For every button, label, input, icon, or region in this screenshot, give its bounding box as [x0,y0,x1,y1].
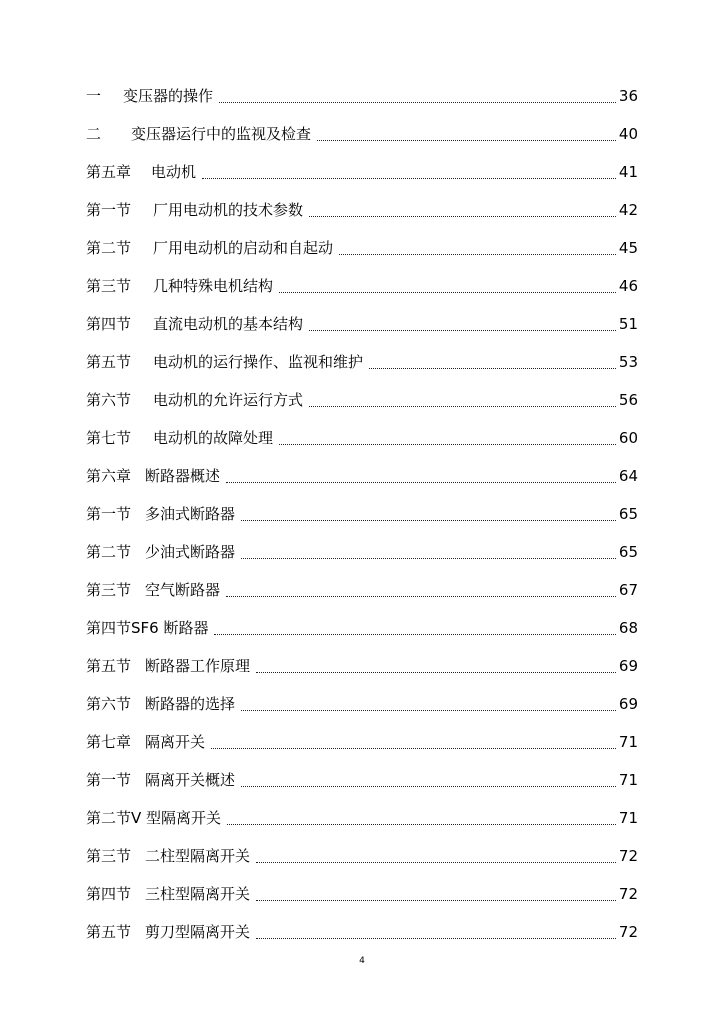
dot-leader [309,386,616,407]
toc-entry-label [86,618,208,638]
toc-entry-prefix: 第二节 [86,809,132,827]
dot-leader [241,538,616,559]
toc-entry[interactable] [86,614,638,638]
dot-leader [309,196,616,217]
toc-entry[interactable] [86,82,638,106]
dot-leader [241,766,616,787]
dot-leader [202,158,616,179]
toc-entry-page: 72 [618,847,638,865]
toc-entry-page: 69 [618,695,638,713]
toc-entry-page: 68 [618,619,638,637]
page-number: 4 [359,956,365,966]
toc-entry-page: 71 [618,733,638,751]
toc-entry-prefix: 第二节 [86,239,132,257]
toc-entry-prefix: 第一节 [86,771,132,789]
toc-entry-prefix: 第六节 [86,695,132,713]
toc-entry-page: 71 [618,809,638,827]
toc-entry-page: 69 [618,657,638,675]
toc-entry-label [86,390,303,410]
toc-entry[interactable] [86,652,638,676]
toc-entry-title: 断路器概述 [145,467,221,485]
toc-entry-prefix: 第四节 [86,619,132,637]
toc-entry-title: 空气断路器 [145,581,221,599]
dot-leader [226,576,616,597]
toc-entry-label [86,162,196,182]
dot-leader [369,348,616,369]
toc-entry[interactable] [86,386,638,410]
toc-entry[interactable] [86,766,638,790]
toc-entry-page: 36 [618,87,638,105]
toc-entry-title: 厂用电动机的技术参数 [153,201,304,219]
toc-entry-prefix: 第二节 [86,543,132,561]
toc-entry-title: 电动机 [151,163,197,181]
toc-entry[interactable] [86,120,638,144]
toc-entry-label [86,238,333,258]
toc-entry-prefix: 第六节 [86,391,132,409]
toc-entry[interactable] [86,272,638,296]
toc-entry-label [86,276,273,296]
toc-entry-prefix: 第三节 [86,277,132,295]
toc-entry-label [86,580,220,600]
toc-entry-prefix: 第三节 [86,847,132,865]
toc-entry-page: 51 [618,315,638,333]
toc-entry[interactable] [86,690,638,714]
toc-entry-prefix: 第五节 [86,923,132,941]
toc-entry-label [86,124,311,144]
dot-leader [256,842,616,863]
toc-entry[interactable] [86,462,638,486]
dot-leader [279,272,616,293]
toc-entry-title: 隔离开关 [145,733,206,751]
toc-entry[interactable] [86,348,638,372]
dot-leader [219,82,616,103]
dot-leader [256,918,616,939]
toc-entry[interactable] [86,196,638,220]
toc-entry-title: 厂用电动机的启动和自起动 [153,239,334,257]
toc-entry-page: 72 [618,923,638,941]
toc-entry[interactable] [86,500,638,524]
toc-entry-page: 65 [618,505,638,523]
toc-entry-prefix: 一 [86,87,102,105]
toc-entry-label [86,86,213,106]
toc-entry-page: 45 [618,239,638,257]
toc-entry-prefix: 第七节 [86,429,132,447]
toc-entry[interactable] [86,538,638,562]
dot-leader [214,614,615,635]
toc-entry-title: 多油式断路器 [145,505,236,523]
toc-entry-title: 断路器工作原理 [145,657,251,675]
toc-entry-prefix: 第六章 [86,467,132,485]
toc-entry-prefix: 第四节 [86,315,132,333]
toc-entry-page: 72 [618,885,638,903]
toc-entry-label [86,922,250,942]
toc-entry-title: 变压器的操作 [123,87,214,105]
toc-entry-prefix: 第五节 [86,657,132,675]
toc-entry[interactable] [86,234,638,258]
toc-entry[interactable] [86,158,638,182]
toc-entry-page: 60 [618,429,638,447]
dot-leader [279,424,616,445]
toc-entry-title: 少油式断路器 [145,543,236,561]
toc-entry-label [86,314,303,334]
toc-entry-label [86,846,250,866]
toc-entry-title: 电动机的运行操作、监视和维护 [153,353,364,371]
toc-entry-page: 65 [618,543,638,561]
toc-entry-page: 46 [618,277,638,295]
toc-entry-title: 直流电动机的基本结构 [153,315,304,333]
toc-entry-label [86,542,235,562]
toc-entry[interactable] [86,728,638,752]
toc-entry-label [86,770,235,790]
dot-leader [309,310,616,331]
toc-entry-title: 几种特殊电机结构 [153,277,274,295]
toc-entry-page: 41 [618,163,638,181]
toc-entry-prefix: 第四节 [86,885,132,903]
toc-entry-prefix: 第一节 [86,201,132,219]
toc-entry-title: 变压器运行中的监视及检查 [131,125,312,143]
toc-entry-label [86,694,235,714]
toc-entry-label [86,656,250,676]
toc-entry-label [86,732,205,752]
toc-entry[interactable] [86,804,638,828]
toc-entry-title: 二柱型隔离开关 [145,847,251,865]
toc-entry-page: 42 [618,201,638,219]
toc-entry[interactable] [86,842,638,866]
toc-entry[interactable] [86,880,638,904]
toc-entry[interactable] [86,424,638,448]
toc-entry-prefix: 第五节 [86,353,132,371]
toc-entry-page: 53 [618,353,638,371]
toc-entry-prefix: 第一节 [86,505,132,523]
toc-entry-label [86,504,235,524]
dot-leader [256,652,616,673]
toc-entry-page: 67 [618,581,638,599]
toc-entry[interactable] [86,310,638,334]
toc-entry-label [86,352,363,372]
toc-entry-page: 64 [618,467,638,485]
toc-entry-title: 剪刀型隔离开关 [145,923,251,941]
toc-entry[interactable] [86,576,638,600]
dot-leader [241,690,616,711]
toc-entry-label [86,466,220,486]
toc-entry-title: 断路器的选择 [145,695,236,713]
toc-entry-page: 56 [618,391,638,409]
toc-entry-title: 电动机的故障处理 [153,429,274,447]
toc-entry-page: 71 [618,771,638,789]
toc-entry-title: V 型隔离开关 [131,809,222,827]
dot-leader [211,728,616,749]
toc-entry-label [86,200,303,220]
dot-leader [226,462,616,483]
dot-leader [241,500,616,521]
dot-leader [256,880,616,901]
toc-entry-prefix: 第三节 [86,581,132,599]
toc-entry-title: SF6 断路器 [131,619,209,637]
toc-entry-title: 电动机的允许运行方式 [153,391,304,409]
toc-entry-prefix: 二 [86,125,102,143]
dot-leader [339,234,616,255]
toc-entry-prefix: 第五章 [86,163,132,181]
toc-entry-page: 40 [618,125,638,143]
toc-entry-title: 三柱型隔离开关 [145,885,251,903]
toc-entry-label [86,884,250,904]
toc-entry-label [86,808,221,828]
dot-leader [317,120,616,141]
dot-leader [227,804,616,825]
toc-entry-prefix: 第七章 [86,733,132,751]
toc-entry-label [86,428,273,448]
toc-entry[interactable] [86,918,638,942]
toc-entry-title: 隔离开关概述 [145,771,236,789]
